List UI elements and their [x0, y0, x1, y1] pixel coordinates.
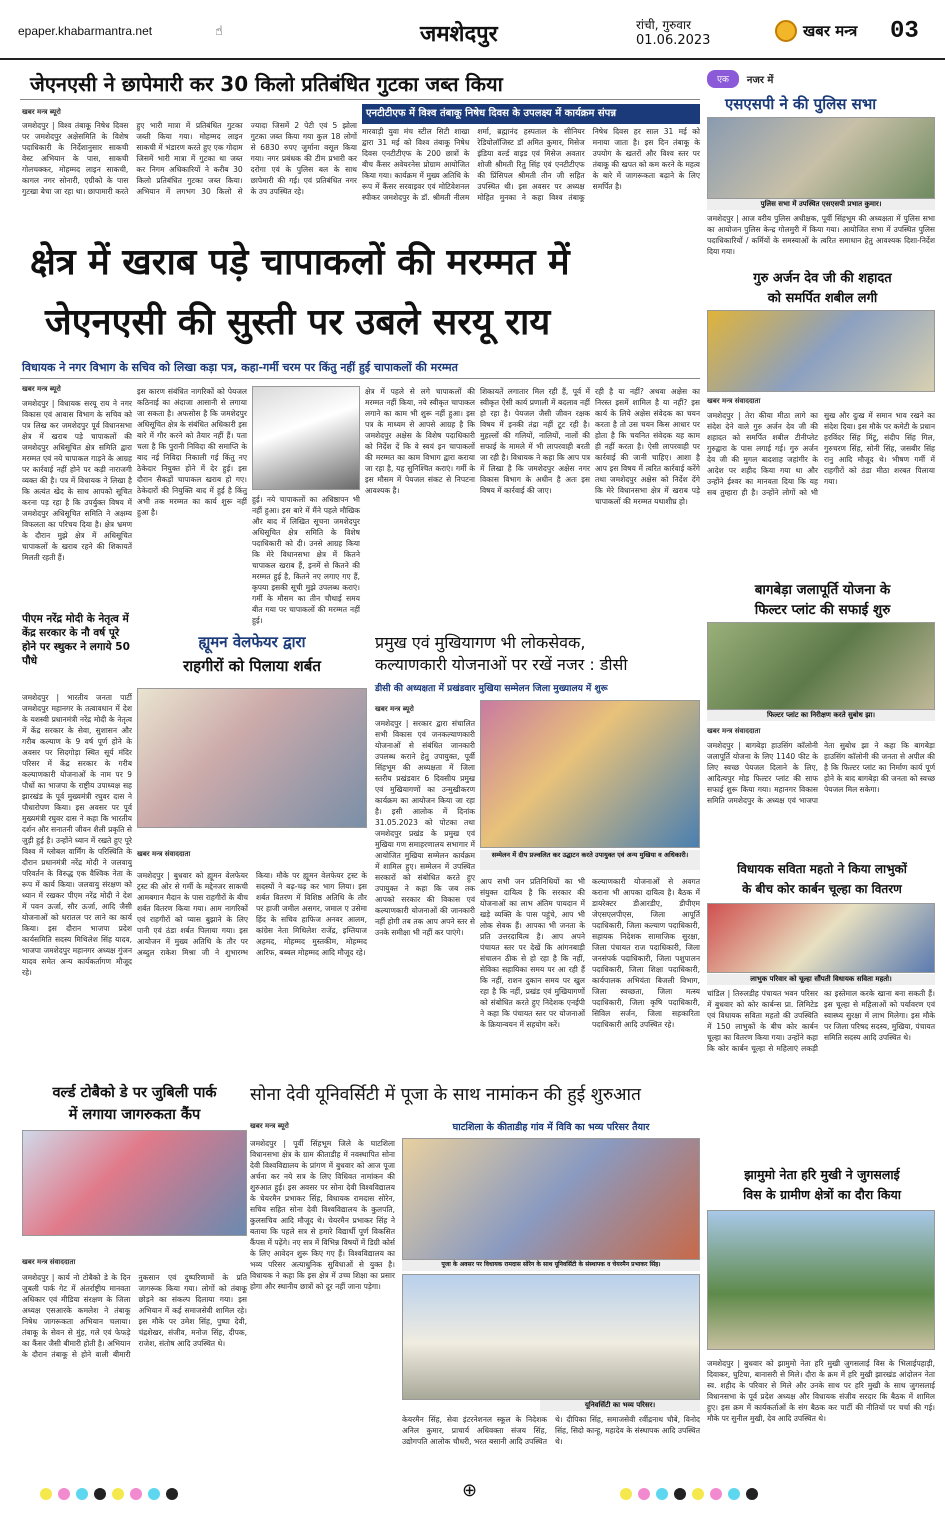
- logo-icon: [775, 20, 797, 42]
- tag-2: नजर में: [746, 75, 774, 86]
- date: 01.06.2023: [636, 33, 711, 48]
- s1-body: जमशेदपुर | विश्व तंबाकू निषेध दिवस पर जमशेदपुर अक्षेसमिति के विशेष पदाधिकारी के निर्देशानुसार साकची वेस्ट अभियान के पास, साकची गोलचक्कर, मोहम्मद लाइन साकची, कागल नगर सोनारी, एग्रीको के पास गुटखा बेचा जा रहा था। छापामारी करते हुए भारी मात्रा में प्रतिबंधित गुटका जब्ती किया गया। मोहम्मद लाइन साकची में भंडारण करते हुए एक गोदाम जिसमें भारी मात्रा में गुटका था जब्त कर निगम अधिकारियों ने करीब 30 किलो प्रतिबंधित गुटका जब्त किया। अभियान में लगभग 30 किलो से ज्यादा जिसमें 2 पेटी एवं 5 झोला गुटका जब्त किया गया कुल 18 लोगों से 6830 रुपए जुर्माना वसूल किया गया। नगर प्रबंधक की टीम प्रभारी कर दरोगा एवं के पुलिस बल के साथ छापेमारी की गई। एवं प्रतिबंधित नगर के उप उपस्थित रहे।: [22, 121, 357, 196]
- dc-col3: कल्याणकारी योजनाओं से अवगत कराना भी आपका दायित्व है। बैठक में डायरेक्टर डीआरडीए, डीपीएम जेएसएलपीएस, जिला आपूर्ति पदाधिकारी, जिला कल्याण पदाधिकारी, सहायक निदेशक सामाजिक सुरक्षा, जिला पंचायत राज पदाधिकारी, जिला जनसंपर्क पदाधिकारी, जिला पशुपालन पदाधिकारी, जिला शिक्षा पदाधिकारी, कार्यपालक अभियंता बिजली विभाग, जिला स्वच्छता, जिला मत्स्य पदाधिकारी, जिला कृषि पदाधिकारी, सिविल सर्जन, जिला सहकारिता पदाधिकारी आदि उपस्थित रहे।: [592, 877, 700, 1029]
- savita-headline-2: के बीच कोर कार्बन चूल्हा का वितरण: [742, 882, 902, 896]
- tag-1: एक: [707, 70, 739, 88]
- main-headline-2: जेएनएसी की सुस्ती पर उबले सरयू राय: [45, 302, 551, 343]
- world-headline-1: वर्ल्ड टोबैको डे पर जुबिली पार्क: [52, 1085, 217, 1101]
- dc-headline-1: प्रमुख एवं मुखियागण भी लोकसेवक,: [375, 633, 586, 652]
- s3-photo: [707, 117, 935, 199]
- dc-headline-2: कल्याणकारी योजनाओं पर रखें नजर : डीसी: [375, 655, 628, 674]
- guru-headline-1: गुरु अर्जन देव जी की शहादत: [753, 271, 892, 286]
- human-headline-2: राहगीरों को पिलाया शर्बत: [183, 657, 321, 675]
- main-col1: जमशेदपुर | विधायक सरयू राय ने नगर विकास एवं आवास विभाग के सचिव को पत्र लिख कर जमशेदपुर पूर्व विधानसभा क्षेत्र में खराब पड़े चापाकलों की जमशेदपुर अधिसूचित क्षेत्र समिति द्वारा मरम्मत एवं नये चापाकल गाड़ने के आग्रह पर कार्रवाई नहीं होने पर कड़ी नाराजगी व्यक्त की है। पत्र में विधायक ने लिखा है कि अत्यंत खेद के साथ आपको सूचित करना पड़ रहा है कि उपर्युक्त विषय में जमशेदपुर अधिसूचित समिति ने अक्षम्य विफलता का परिचय दिया है। क्षेत्र भ्रमण के दौरान मुझे क्षेत्र में अधिसूचित चापाकलों के खराब रहने की शिकायतें मिलती रहती हैं।: [22, 399, 132, 562]
- human-body: जमशेदपुर | बुधवार को ह्यूमन वेलफेयर ट्रस्ट की ओर से गर्मी के मद्देनजर साकची आमबगान मैदान के पास राहगीरों के बीच शर्बत वितरण किया गया। आम नागरिकों एवं राहगीरों को प्यास बुझाने के लिए पानी एवं ठंडा शर्बत पिलाया गया। इस आयोजन में मुख्य अतिथि के तौर पर अब्दुल राकेश मिश्रा जी ने शुभारम्भ किया। मौके पर ह्यूमन वेलफेयर ट्रस्ट के सदस्यों ने बढ़-चढ़ कर भाग लिया। इस शर्बत वितरण में विशिष्ठ अतिथि के तौर पर हाजी जमील असगर, जमाल ए उसेमा हिंद के सचिव हाफिज अनवर आलम, कांग्रेस नेता मिथिलेश राजेंद्र, इम्तियाज अहमद, मोहम्मद मुस्तकीम, मोहम्मद आरिफ, बब्बल मोहम्मद आदि मौजूद रहे।: [137, 871, 367, 957]
- s3-headline: एसएसपी ने की पुलिस सभा: [725, 95, 877, 113]
- divider: [20, 378, 700, 379]
- human-photo: [137, 688, 367, 828]
- sona-band: घाटशिला के कीताडीह गांव में विवि का भव्य परिसर तैयार: [452, 1122, 650, 1133]
- site-url[interactable]: epaper.khabarmantra.net: [18, 24, 153, 38]
- place-day: रांची, गुरुवार: [636, 18, 691, 32]
- s3-body: जमशेदपुर | आज वरीय पुलिस अधीक्षक, पूर्वी सिंहभूम की अध्यक्षता में पुलिस सभा का आयोजन पुलिस केन्द्र गोलमुरी में किया गया। आयोजित सभा में उपस्थित पुलिस पदाधिकारियों / कर्मियों के समस्याओं के त्वरित समाधान हेतु आवश्यक दिशा-निर्देश दिया गया।: [707, 214, 935, 256]
- sona-photo-2: [402, 1274, 700, 1400]
- bag-headline-2: फिल्टर प्लांट की सफाई शुरु: [754, 602, 891, 618]
- main-col3: हुई। नये चापाकलों का अधिष्ठापन भी नहीं हुआ। इस बारे में मैंने पहले मौखिक और बाद में लिखित सूचना जमशेदपुर अधिसूचित क्षेत्र समिति के विशेष पदाधिकारी को दी। उनसे आग्रह किया कि मेरे विधानसभा क्षेत्र में कितने चापाकल खराब हैं, इनमें से कितने की मरम्मत हुई है, कितने नए लगाए गए हैं, कृपया इसकी सूची मुझे उपलब्ध कराएं। गर्मी के मौसम का तीन चौथाई समय बीत गया पर चापाकलों की मरम्मत नहीं हुई।: [252, 495, 360, 625]
- harimukhi-headline-2: विस के ग्रामीण क्षेत्रों का दौरा किया: [743, 1187, 901, 1202]
- color-bar-right: [620, 1485, 764, 1504]
- main-headline-1: क्षेत्र में खराब पड़े चापाकलों की मरम्मत में: [30, 242, 570, 283]
- harimukhi-headline-1: झामुमो नेता हरि मुखी ने जुगसलाई: [744, 1167, 900, 1182]
- main-col2: इस कारण संबंधित नागरिकों को पेयजल कठिनाई का अंदाजा आसानी से लगाया जा सकता है। अफसोस है कि जमशेदपुर अधिसूचित क्षेत्र के संबंधित अधिकारी इस बारे में गौर करने को तैयार नहीं हैं। पता चला है कि पुरानी निविदा की समाप्ति के बाद नई निविदा निकाली गई किंतु नए ठेकेदार नियुक्त होने में देर हुई। इस दौरान सैकड़ों चापाकल खराब हो गए। ठेकेदारों की नियुक्ति बाद में हुई है किंतु अभी तक मरम्मत का कार्य शुरू नहीं हुआ है।: [137, 387, 247, 517]
- guru-byline: खबर मन्त्र संवाददाता: [707, 397, 761, 405]
- bag-body: जमशेदपुर | बागबेड़ा हाउसिंग कॉलोनी जलापूर्ति योजना के लिए 1140 फीट के लिए स्वच्छ पेयजल दिलाने के लिए, आदित्यपुर मोड़ फिल्टर प्लांट की साफ सफाई शुरू किया गया। महानगर विकास समिति जमशेदपुर के अध्यक्ष एवं भाजपा नेता सुबोध झा ने कहा कि बागबेड़ा हाउसिंग कॉलोनी की जनता से अपील की है कि फिल्टर प्लांट का निर्माण कार्य पूर्ण होने के बाद बागबेड़ा की जनता को स्वच्छ पेयजल मिल सकेगा।: [707, 741, 935, 805]
- s2-band: एनटीटीएफ में विश्व तंबाकू निषेध दिवस के उपलक्ष्य में कार्यक्रम संपन्न: [362, 104, 700, 124]
- sona-caption-2: यूनिवर्सिटी का भव्य परिसर।: [540, 1400, 700, 1411]
- main-byline: खबर मन्त्र ब्यूरो: [22, 385, 61, 393]
- s1-byline: खबर मन्त्र ब्यूरो: [22, 108, 61, 116]
- modi-headline: पीएम नरेंद्र मोदी के नेतृत्व में केंद्र सरकार के नौ वर्ष पूरे होने पर स्थुकर ने लगाये 50 पौधे: [22, 613, 130, 667]
- savita-photo: [707, 903, 935, 973]
- page-number: 03: [890, 18, 919, 45]
- dc-col2: आप सभी जन प्रतिनिधियों का भी संयुक्त दायित्व है कि सरकार की योजनाओं का लाभ अंतिम पायदान में खड़े व्यक्ति के पास पहुंचे, आप भी लोक सेवक हैं। आपका भी जनता के प्रति उत्तरदायित्व है। आप अपने पंचायत स्तर पर देखें कि आंगनबाड़ी संचालन ठीक से हो रहा है कि नहीं, सेविका सहायिका समय पर आ रही हैं कि नहीं, राशन दुकान समय पर खुल रहा है कि नहीं, प्रखंड एवं मुखियागणों को संबोधित करते हुए निदेशक एनईपी ने कहा कि पंचायत स्तर पर योजनाओं के क्रियान्वयन में सहयोग करें।: [480, 877, 585, 1029]
- world-headline-2: में लगाया जागरुकता कैंप: [68, 1107, 201, 1123]
- sona-photo-1: [402, 1138, 700, 1260]
- savita-headline-1: विधायक सविता महतो ने किया लाभुकों: [737, 862, 907, 876]
- harimukhi-body: जमशेदपुर | बुधवार को झामुमो नेता हरि मुखी जुगसलाई विस के भिलाईपहाड़ी, दिवाकर, घुटिया, बानासरी से मिले। दौरा के क्रम में हरि मुखी झारखंड आंदोलन नेता स्व. शहीद के परिवार से मिले और उनके साथ पर हरि मुखी के साथ जुगसलाई विधानसभा के पूर्व प्रदेश अध्यक्ष और विधायक संजीव सरदार कि बैठक में शामिल हुए। इस क्रम में कार्यकर्ताओं के संग बैठक कर पार्टी की नीतियों पर चर्चा की गई। मौके पर सुनील मुखी, देव आदि उपस्थित थे।: [707, 1359, 935, 1423]
- main-col4: क्षेत्र में पहले से लगे चापाकलों की मरम्मत नहीं किया, नये स्वीकृत चापाकल लगाने का काम भी शुरू नहीं हुआ। इस पत्र के माध्यम से आपसे आग्रह है कि जमशेदपुर अक्षेस के विशेष पदाधिकारी को निर्देश दें कि वे स्वयं इन चापाकलों की मरम्मत का काम विभाग द्वारा कराया जा रहा है, यह सुनिश्चित कराएं। गर्मी के इस मौसम में पेयजल संकट से निपटना आवश्यक है।: [365, 387, 475, 495]
- cursor-icon: ☝: [215, 24, 223, 39]
- world-photo: [22, 1130, 247, 1236]
- brand: [775, 20, 857, 42]
- guru-headline-2: को समर्पित शबील लगी: [767, 291, 878, 306]
- dc-byline: खबर मन्त्र ब्यूरो: [375, 705, 414, 713]
- dc-caption: सम्मेलन में दीप प्रज्वलित कर उद्घाटन करते उपायुक्त एवं अन्य मुखिया व अधिकारी।: [480, 850, 700, 870]
- bag-photo: [707, 622, 935, 710]
- bag-caption: फिल्टर प्लांट का निरीक्षण करते सुबोध झा।: [707, 710, 935, 721]
- modi-body: जमशेदपुर | भारतीय जनता पार्टी जमशेदपुर महानगर के तत्वावधान में देश के यशस्वी प्रधानमंत्री नरेंद्र मोदी के नेतृत्व में केंद्र सरकार के सेवा, सुशासन और गरीब कल्याण के 9 वर्ष पूर्ण होने के अवसर पर सिदगोड़ा स्थित सूर्य मंदिर परिसर में केंद्र सरकार के गरीब कल्याणकारी योजनाओं के नाम पर 9 पौधों का भाजपा के राष्ट्रीय उपाध्यक्ष सह झारखंड के पूर्व मुख्यमंत्री रघुवर दास ने पौधारोपण किया। इस अवसर पर पूर्व मुख्यमंत्री रघुवर दास ने कहा कि भारतीय दर्शन और सनातनी जीवन शैली प्रकृति से जुड़ी हुई है। उन्होंने ध्यान में रखते हुए पूरे विश्व में ग्लोबल वार्मिंग के परिस्थिति के दौरान प्रधानमंत्री नरेंद्र मोदी ने जलवायु परिवर्तन के विरुद्ध एक वैश्विक नेता के रूप में कार्य किया। जलवायु संरक्षण को ध्यान में रखकर पीएम नरेंद्र मोदी ने देश में पवन ऊर्जा, सौर ऊर्जा, आदि जैसी योजनाओं को धरातल पर लाने का कार्य किया। इस दौरान भाजपा प्रदेश कार्यसमिति सदस्य मिथिलेश सिंह यादव, भाजपा जमशेदपुर महानगर अध्यक्ष गुंजन यादव समेत अन्य कार्यकर्तागण मौजूद रहे।: [22, 693, 132, 977]
- brand-name: खबर मन्त्र: [803, 22, 858, 40]
- guru-photo: [707, 310, 935, 392]
- dc-photo: [480, 700, 700, 848]
- color-bar-left: [40, 1485, 184, 1504]
- bag-byline: खबर मन्त्र संवाददाता: [707, 727, 761, 735]
- harimukhi-photo: [707, 1210, 935, 1350]
- main-col5: शिकायतें लगातार मिल रही हैं, पूर्व में स्वीकृत ऐसी कार्य प्रणाली में बदलाव नहीं हो रहा है। पेयजल जैसी जीवन रक्षक विषय में इनकी तंद्रा नहीं टूट रही है। मुहल्लों की गलियों, नालियों, नालों की सफाई के मामले में भी लापरवाही बरती जा रही है। विधायक ने कहा कि आप पत्र में लिखा है कि जमशेदपुर अक्षेस नगर विकास विभाग के अधीन है अतः इस विषय में कार्रवाई की जाए।: [480, 387, 590, 495]
- savita-body: चांडिल | तिरुलडीह पंचायत भवन परिसर में बुधवार को कोर कार्बन्स प्रा. लिमिटेड एवं विधायक सविता महतो की उपस्थिति में 150 लाभुकों के बीच कोर कार्बन चूल्हा का वितरण किया गया। उन्होंने कहा कि कोर कार्बन चूल्हा से महिलाएं लकड़ी का इस्तेमाल करके खाना बना सकती हैं। इस चूल्हा से महिलाओं को पर्यावरण एवं स्वास्थ्य सुरक्षा में लाभ मिलेगा। इस मौके पर जिला परिषद सदस्य, मुखिया, पंचायत समिति सदस्य आदि उपस्थित थे।: [707, 989, 935, 1053]
- human-headline-1: ह्यूमन वेलफेयर द्वारा: [198, 633, 306, 651]
- savita-caption: लाभुक परिवार को चूल्हा सौंपती विधायक सविता महतो।: [707, 974, 935, 985]
- guru-body: जमशेदपुर | तेरा कीया मीठा लागे का संदेश देने वाले गुरु अर्जन देव जी की शहादत को समर्पित शबील टीनीप्लेट गुरुद्वारा के पास लगाई गई। गुरु अर्जन देव जी की मुगल बादशाह जहांगीर के आदेश पर शहीद किया गया था और उन्होंने ईश्वर का मानवता दिया कि यह सब तुम्हारा ही है। उन्होंने लोगों को भी सुख और दुःख में समान भाव रखने का संदेश दिया। इस मौके पर कमेटी के प्रधान हरविंदर सिंह मिंटू, संदीप सिंह गिल, गुरुचरण सिंह, सोनी सिंह, जसबीर सिंह रानु आदि मौजूद थे। भीषण गर्मी में राहगीरों को ठंडा मीठा शरबत पिलाया गया।: [707, 411, 935, 497]
- sona-headline: सोना देवी यूनिवर्सिटी में पूजा के साथ नामांकन की हुई शुरुआत: [250, 1085, 642, 1105]
- dc-deck: डीसी की अध्यक्षता में प्रखंडवार मुखिया सम्मेलन जिला मुख्यालय में शुरू: [375, 684, 608, 694]
- sona-body: जमशेदपुर | पूर्वी सिंहभूम जिले के घाटशिला विधानसभा क्षेत्र के ग्राम कीताडीह में नवस्थापित सोना देवी विश्वविद्यालय के प्रांगण में बुधवार को आज पूजा अर्चना कर नये सत्र के लिए विधिवत नामांकन की शुरुआत हुई। इस अवसर पर सोना देवी विश्वविद्यालय के चेयरमैन प्रभाकर सिंह, विधायक रामदास सोरेन, सचिव सहित सोना देवी विश्वविद्यालय के कुलपति, कुलसचिव आदि मौजूद थे। चेयरमैन प्रभाकर सिंह ने बताया कि पहले सत्र से हमारे विद्यार्थी पूर्ण विकसित कैंपस में पढ़ेंगे। नए सत्र में विभिन्न विषयों में डिग्री कोर्स के लिए आवेदन शुरू किए गए हैं। विश्वविद्यालय का भव्य परिसर अत्याधुनिक सुविधाओं से युक्त है। विधायक ने कहा कि इस क्षेत्र में उच्च शिक्षा का प्रसार होगा और स्थानीय छात्रों को दूर नहीं जाना पड़ेगा।: [250, 1139, 395, 1291]
- dc-col1: जमशेदपुर | सरकार द्वारा संचालित सभी विकास एवं जनकल्याणकारी योजनाओं से संबंधित जानकारी उपलब्ध कराने हेतु उपायुक्त, पूर्वी सिंहभूम की अध्यक्षता में जिला स्तरीय प्रखंडवार 6 दिवसीय प्रमुख एवं मुखियागणों का उन्मुखीकरण कार्यक्रम का आयोजन किया जा रहा है। इसी आलोक में दिनांक 31.05.2023 को पोटका तथा जमशेदपुर प्रखंड के प्रमुख एवं मुखिया गण समाहरणालय सभागार में आयोजित मुखिया सम्मेलन कार्यक्रम में शामिल हुए। सम्मेलन में उपस्थित सरकारों को संबोधित करते हुए उपायुक्त ने कहा कि जब तक आपको सरकार की विकास एवं कल्याणकारी योजनाओं की जानकारी नहीं होगी तब तक आप अपने स्तर से उनके समीक्षा भी नहीं कर पाएंगे।: [375, 719, 475, 937]
- main-deck: विधायक ने नगर विभाग के सचिव को लिखा कड़ा पत्र, कहा-गर्मी चरम पर किंतु नहीं हुई चापाकलों की मरम्मत: [22, 361, 458, 374]
- sona-caption-1: पूजा के अवसर पर विधायक रामदास सोरेन के साथ यूनिवर्सिटी के संस्थापक व चेयरमैन प्रभाकर सिंह।: [402, 1260, 700, 1271]
- registration-mark-icon: ⊕: [462, 1480, 478, 1501]
- human-byline: खबर मन्त्र संवाददाता: [137, 850, 191, 858]
- world-body: जमशेदपुर | कार्य नो टोबैको डे के दिन जुबली पार्क गेट में अंतर्राष्ट्रीय मानवता अधिकार एवं मीडिया संरक्षण के जिला अध्यक्ष एसआरके कमलेश ने तंबाकू निषेध जागरूकता अभियान चलाया। तंबाकू के सेवन से मुंह, गले एवं फेफड़े का कैंसर जैसी बीमारी होती है। अभियान के दौरान तंबाकू से होने वाली बीमारी नुकसान एवं दुष्परिणामों के प्रति जागरूक किया गया। लोगों को तंबाकू छोड़ने का संकल्प दिलाया गया। इस अभियान में कई समाजसेवी शामिल रहे। इस मौके पर उमेश सिंह, पुष्पा देवी, चंद्रशेखर, संजीव, मनोज सिंह, दीपक, राजेश, संतोष आदि उपस्थित थे।: [22, 1273, 247, 1359]
- section-tag: [707, 70, 937, 88]
- city-name: जमशेदपुर: [420, 22, 498, 47]
- s2-body: मारवाड़ी युवा मंच स्टील सिटी शाखा द्वारा 31 मई को विश्व तंबाकू निषेध दिवस एनटीटीएफ के 200 छात्रों के बीच कैंसर अवेयरनेस प्रोग्राम आयोजित किया गया। कार्यक्रम में मुख्य अतिथि के रूप में कैंसर सरवाइवर एवं मोटिवेशनल स्पीकर जमशेदपुर के डॉ. श्रीमती नीलम शर्मा, ब्रह्मानंद हस्पताल के सीनियर रेडियोलॉजिस्ट डॉ अमित कुमार, मिसेज इंडिया वर्ल्ड वाइड एवं मिसेज अवतार शोजी श्रीमती रितु सिंह एवं एनटीटीएफ की प्रिंसिपल श्रीमती तीन जी सहित उपस्थित थी। इस अवसर पर अध्यक्ष मोहित मुनका ने कहा विश्व तंबाकू निषेध दिवस हर साल 31 मई को मनाया जाता है। इस दिन तंबाकू के उपयोग के खतरों और विश्व स्तर पर तंबाकू की खपत को कम करने के महत्व के बारे में जागरूकता बढ़ाने के लिए समर्पित है।: [362, 127, 700, 202]
- sona-body-2: केयरमैन सिंह, सेवा इंटरनेशनल स्कूल के निदेशक अनिल कुमार, प्राचार्य अधिवक्ता संजय सिंह, उद्योगपति आलोक चौधरी, भरत बसानी आदि उपस्थित थे। दीपिका सिंह, समाजसेवी रवींद्रनाथ चौबे, विनोद सिंह, सिदो कान्हू, महादेव के संस्थापक आदि उपस्थित थे।: [402, 1415, 700, 1446]
- world-byline: खबर मन्त्र संवाददाता: [22, 1258, 76, 1266]
- s1-headline: जेएनएसी ने छापेमारी कर 30 किलो प्रतिबंधित गुटका जब्त किया: [30, 72, 503, 96]
- divider: [20, 99, 700, 100]
- s3-caption: पुलिस सभा में उपस्थित एसएसपी प्रभात कुमार।: [707, 199, 935, 210]
- main-photo: [252, 386, 360, 490]
- bag-headline-1: बागबेड़ा जलापूर्ति योजना के: [754, 582, 891, 598]
- main-col6: रही है या नहीं? अथवा अक्षेस का निरस्त इसमें शामिल है या नहीं? इस कार्य के लिये अक्षेस संवेदक का चयन करता है तो उस चयन किस आधार पर होता है कि चयनित संवेदक यह काम ही नहीं करता है। ऐसी लापरवाही पर कार्रवाई की जानी चाहिए। आशा है आप इस विषय में त्वरित कार्रवाई करेंगे तथा जमशेदपुर अक्षेस को निर्देश देंगे कि मेरे विधानसभा क्षेत्र में खराब पड़े चापाकलों की मरम्मत यथाशीघ्र हो।: [595, 387, 700, 506]
- dateline: [636, 18, 710, 48]
- sona-byline: खबर मन्त्र ब्यूरो: [250, 1122, 289, 1130]
